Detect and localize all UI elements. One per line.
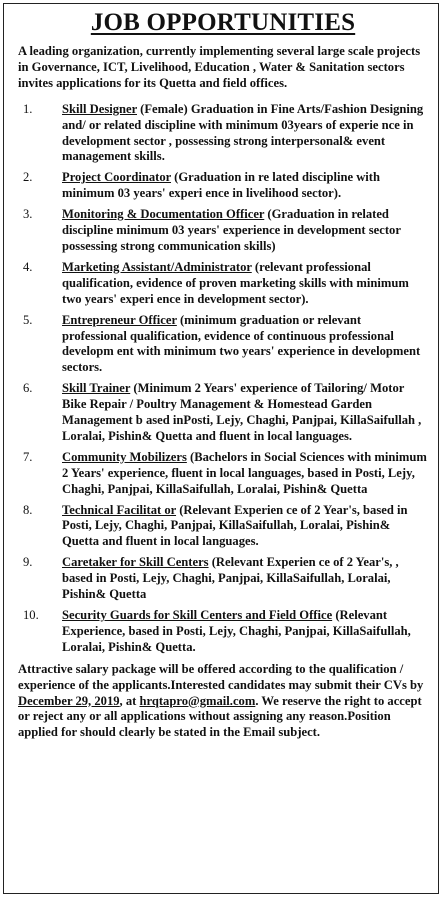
job-item — [18, 381, 428, 445]
job-text — [62, 260, 428, 308]
job-description: (relevant professional qualification, evidence of proven marketing skills with minimum two years' experi ence in development sector). — [62, 259, 409, 306]
job-item — [18, 313, 428, 377]
job-text — [62, 503, 428, 551]
job-number: 10. — [23, 608, 39, 622]
job-title: Caretaker for Skill Centers — [62, 555, 209, 570]
job-item — [18, 555, 428, 603]
job-number: 6. — [23, 381, 33, 396]
job-item — [18, 608, 428, 656]
job-title: Marketing Assistant/Administrator — [62, 259, 252, 274]
job-description: (Relevant Experien ce of 2 Year's, , based in Posti, Lejy, Chaghi, Panjpai, KillaSaifullah, Loralai, Pishin& Quetta — [62, 555, 399, 602]
job-description: (Bachelors in Social Sciences with minimum 2 Years' experience, fluent in local languages, based in Posti, Lejy, Chaghi, Panjpai, KillaSaifullah, Loralai, Pishin& Quetta — [62, 449, 427, 496]
job-description: (Minimum 2 Years' experience of Tailoring/ Motor Bike Repair / Poultry Management & Homestead Garden Management b ased inPosti, Lejy, Chaghi, Panjpai, KillaSaifullah , Loralai, Pishin& Quetta and fluent in local languages. — [62, 381, 422, 443]
job-item — [18, 207, 428, 255]
job-description: (Relevant Experien ce of 2 Year's, based in Posti, Lejy, Chaghi, Panjpai, KillaSaifullah, Loralai, Pishin& Quetta and fluent in local languages. — [62, 502, 408, 549]
job-title: Skill Designer — [62, 101, 137, 116]
job-number: 1. — [23, 101, 33, 116]
job-text — [62, 313, 428, 377]
job-number: 2. — [23, 170, 33, 185]
job-title: Technical Facilitat or — [62, 502, 177, 517]
email-link[interactable]: hrqtapro@gmail.com — [139, 693, 256, 708]
job-description: (Female) Graduation in Fine Arts/Fashion Designing and/ or related discipline with minimum 03years of experie nce in development sector , possessing strong interpersonal& event management skills. — [62, 101, 424, 164]
job-title: Security Guards for Skill Centers and Field Office — [62, 608, 333, 622]
job-description: (Graduation in related discipline minimum 03 years' experience in development sector possessing strong communication skills) — [62, 207, 401, 253]
job-item — [18, 503, 428, 551]
job-list — [18, 102, 428, 656]
job-number: 3. — [23, 207, 33, 222]
page-title: JOB OPPORTUNITIES — [90, 9, 356, 36]
closing-paragraph: Attractive salary package will be offered according to the qualification / experience of the applicants.Interested candidates may submit their CVs by December 29, 2019, at hrqtapro@gmail.com. We reserve the right to accept or reject any or all applications without assigning any reason.Position applied for should clearly be stated in the Email subject. — [18, 661, 424, 740]
job-title: Project Coordinator — [62, 170, 172, 185]
job-item — [18, 260, 428, 308]
job-title: Community Mobilizers — [62, 449, 187, 464]
job-title: Entrepreneur Officer — [62, 312, 177, 327]
job-description: (minimum graduation or relevant professional qualification, evidence of continuous professional developm ent with minimum two years' experience in development sectors. — [62, 312, 421, 375]
job-item — [18, 170, 428, 202]
job-advertisement — [3, 3, 439, 894]
job-number: 5. — [23, 312, 33, 327]
job-number: 4. — [23, 259, 33, 274]
job-number: 9. — [23, 555, 33, 570]
job-number: 7. — [23, 449, 33, 464]
job-text — [62, 608, 428, 656]
job-description: (Graduation in re lated discipline with minimum 03 years' experi ence in livelihood sector). — [62, 170, 380, 201]
job-text — [62, 170, 428, 202]
job-text — [62, 381, 428, 445]
job-description: (Relevant Experience, based in Posti, Lejy, Chaghi, Panjpai, KillaSaifullah, Loralai, Pishin& Quetta. — [62, 608, 411, 654]
deadline-date: December 29, 2019 — [18, 693, 120, 708]
job-title: Skill Trainer — [62, 381, 131, 396]
job-text — [62, 450, 428, 498]
job-text — [62, 207, 428, 255]
job-title: Monitoring & Documentation Officer — [62, 207, 265, 222]
job-text — [62, 555, 428, 603]
intro-paragraph: A leading organization, currently implementing several large scale projects in Governance, ICT, Livelihood, Education , Water & Sanitation sectors invites applications for its Quetta and field offices. — [18, 44, 421, 90]
job-item — [18, 102, 428, 166]
job-item — [18, 450, 428, 498]
job-text — [62, 102, 428, 166]
job-number: 8. — [23, 502, 33, 517]
